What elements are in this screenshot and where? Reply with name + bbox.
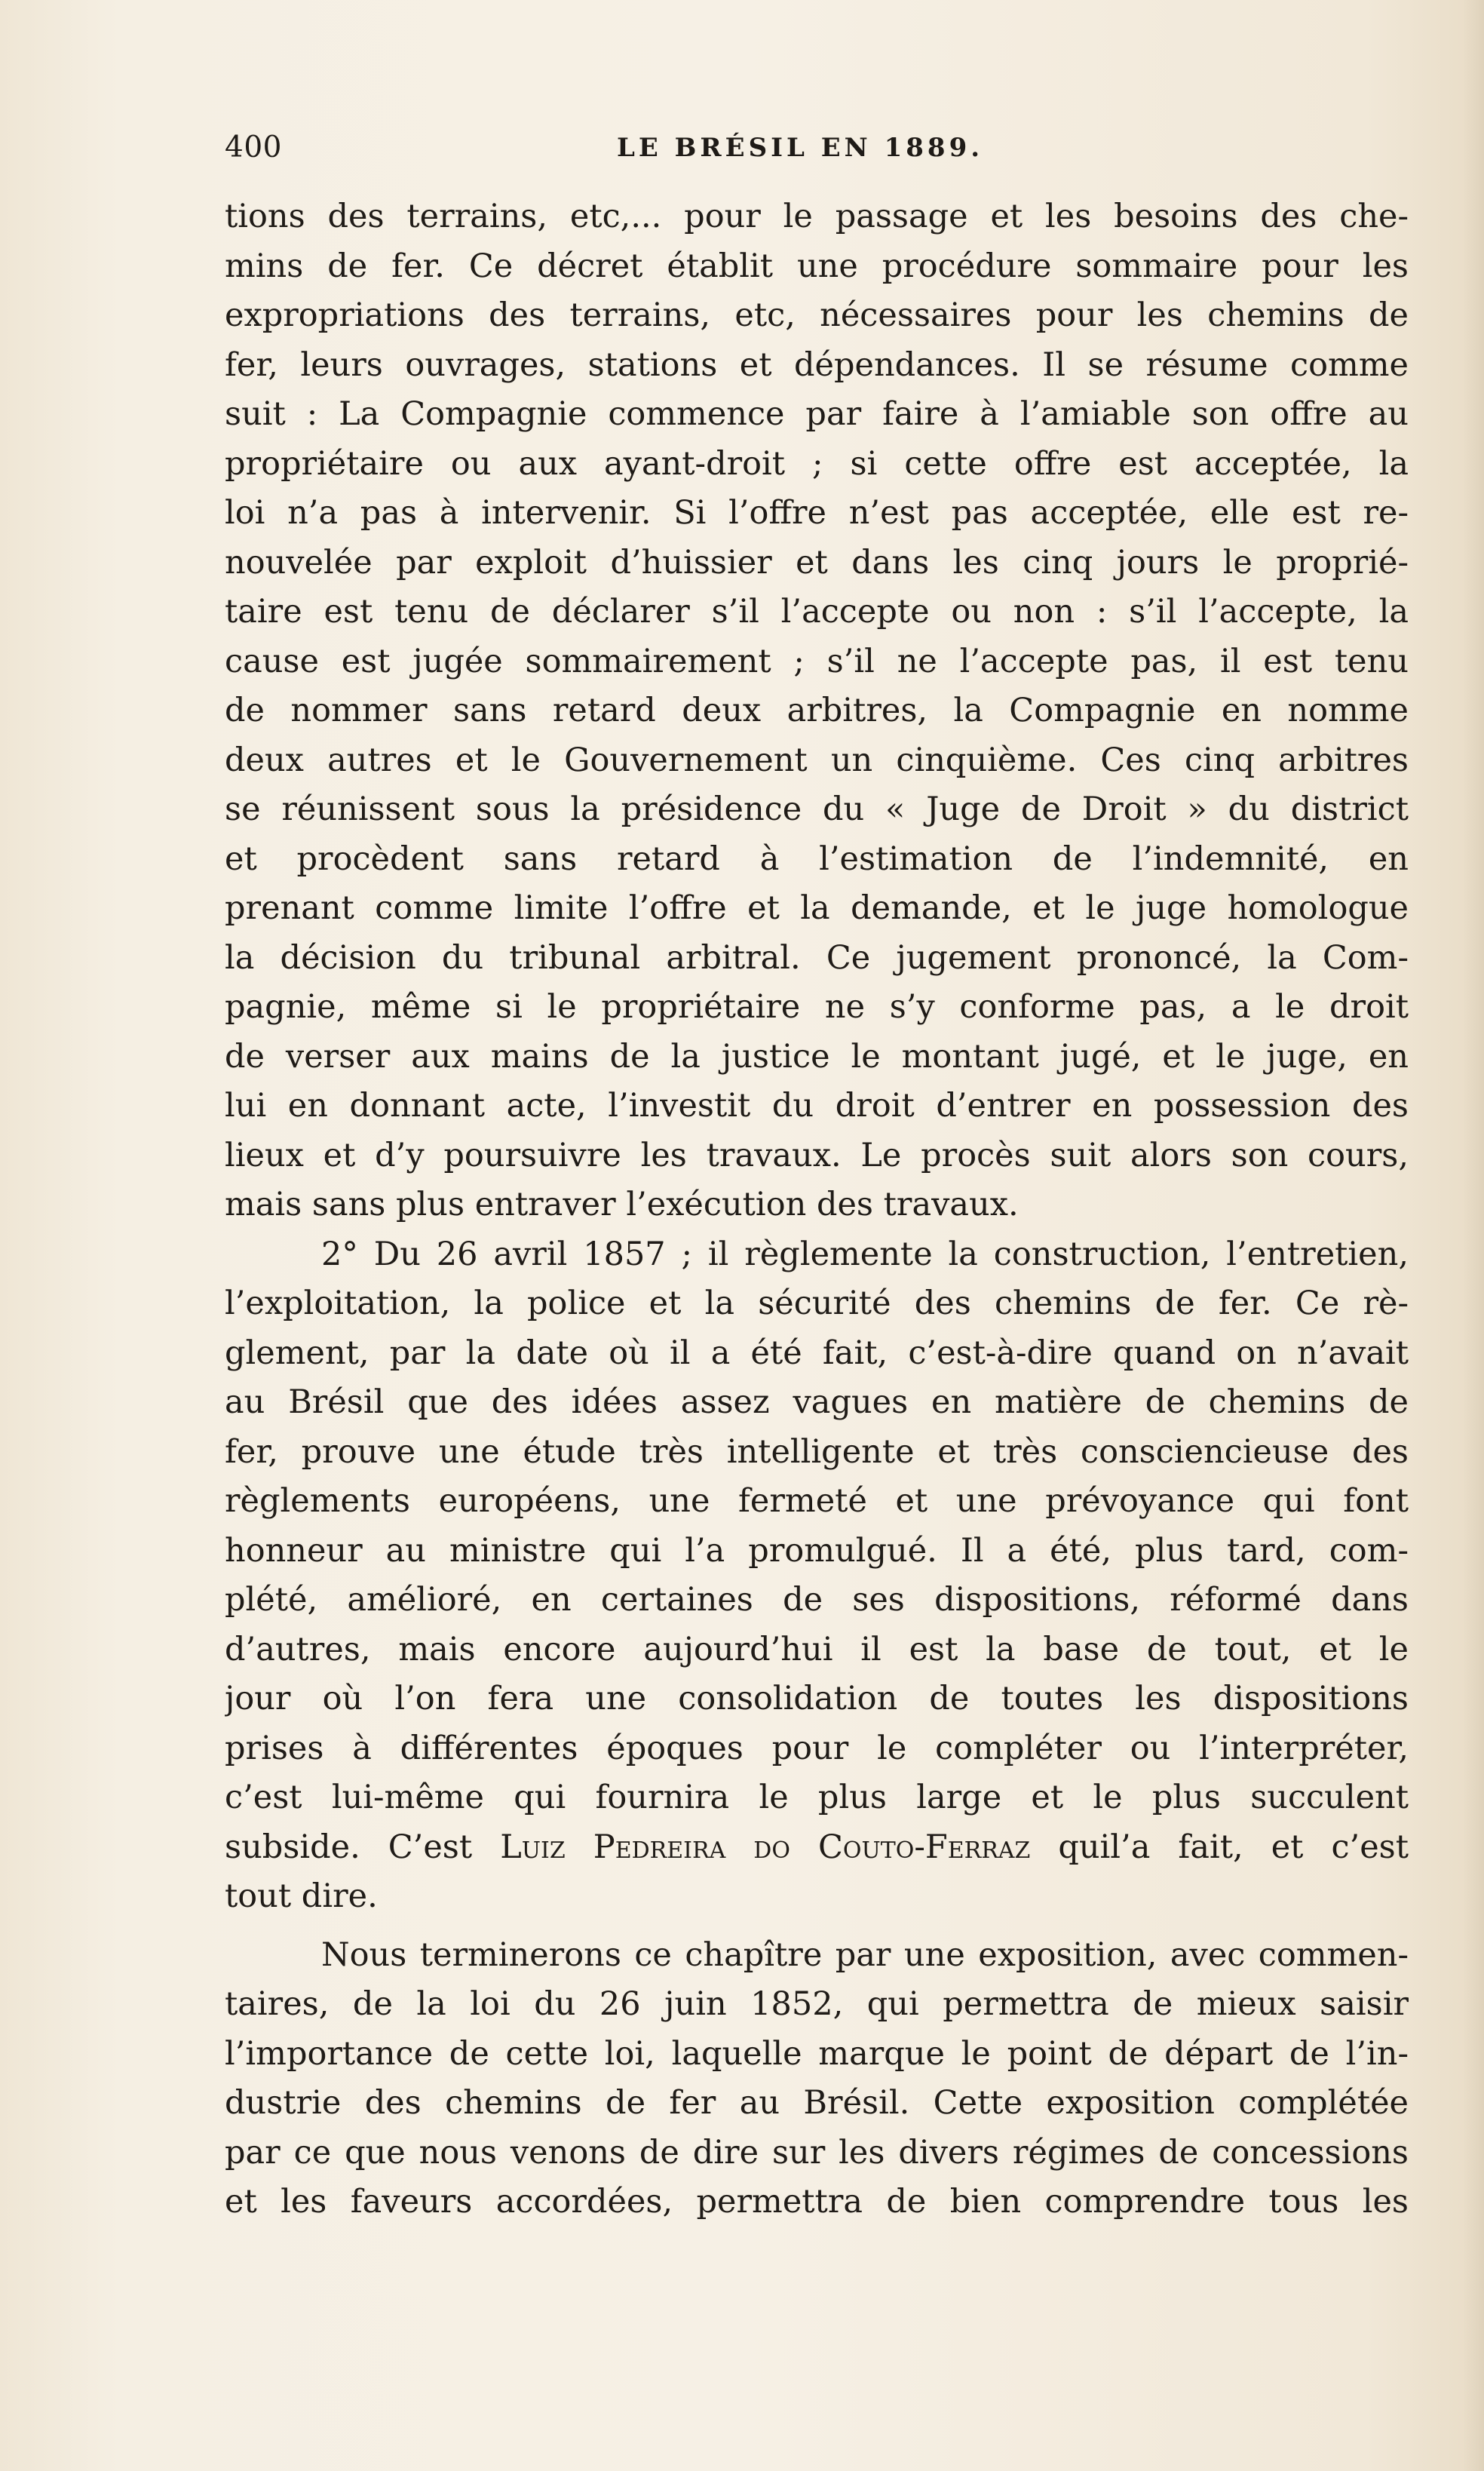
text-line: la décision du tribunal arbitral. Ce jugement prononcé, la Com- <box>225 938 1409 977</box>
text-line: fer, leurs ouvrages, stations et dépendances. Il se résume comme <box>225 345 1409 384</box>
text-line: prenant comme limite l’offre et la demande, et le juge homologue <box>225 889 1409 927</box>
text-line: de verser aux mains de la justice le montant jugé, et le juge, en <box>225 1037 1409 1076</box>
text-line: l’exploitation, la police et la sécurité des chemins de fer. Ce rè- <box>225 1285 1409 1322</box>
text-line: dustrie des chemins de fer au Brésil. Cette exposition complétée <box>225 2084 1409 2122</box>
text-line: se réunissent sous la présidence du « Juge de Droit » du district <box>225 790 1409 828</box>
text-line: par ce que nous venons de dire sur les divers régimes de concessions <box>225 2133 1409 2172</box>
text-line: honneur au ministre qui l’a promulgué. Il a été, plus tard, com- <box>225 1531 1409 1570</box>
text-line: taire est tenu de déclarer s’il l’accepte ou non : s’il l’accepte, la <box>225 593 1409 631</box>
text-line: fer, prouve une étude très intelligente et très consciencieuse des <box>225 1432 1409 1471</box>
text-line: tions des terrains, etc,... pour le passage et les besoins des che- <box>225 198 1409 235</box>
body-text <box>225 192 1409 2227</box>
text-line: mais sans plus entraver l’exécution des travaux. <box>225 1186 1019 1223</box>
text-line: Nous terminerons ce chapître par une exposition, avec commen- <box>321 1935 1409 1974</box>
text-line: d’autres, mais encore aujourd’hui il est la base de tout, et le <box>225 1630 1409 1668</box>
closing-text-before: subside. C’est <box>225 1828 501 1866</box>
page-number: 400 <box>225 130 282 164</box>
text-line: l’importance de cette loi, laquelle marque le point de départ de l’in- <box>225 2034 1409 2073</box>
text-line: c’est lui-même qui fournira le plus large et le plus succulent <box>225 1779 1409 1816</box>
text-line: de nommer sans retard deux arbitres, la Compagnie en nomme <box>225 692 1409 729</box>
text-line: règlements européens, une fermeté et une prévoyance qui font <box>225 1482 1409 1520</box>
text-line: suit : La Compagnie commence par faire à l’amiable son offre au <box>225 395 1409 433</box>
text-line: tout dire. <box>225 1877 378 1915</box>
text-line: glement, par la date où il a été fait, c’est-à-dire quand on n’avait <box>225 1334 1409 1372</box>
text-line: loi n’a pas à intervenir. Si l’offre n’est pas acceptée, elle est re- <box>225 494 1409 532</box>
text-line: cause est jugée sommairement ; s’il ne l’accepte pas, il est tenu <box>225 642 1409 680</box>
text-line: plété, amélioré, en certaines de ses dispositions, réformé dans <box>225 1581 1409 1619</box>
paragraph-3 <box>225 1931 1409 2227</box>
text-line: lieux et d’y poursuivre les travaux. Le procès suit alors son cours, <box>225 1136 1409 1174</box>
text-line: nouvelée par exploit d’huissier et dans les cinq jours le proprié- <box>225 543 1409 582</box>
text-line: mins de fer. Ce décret établit une procédure sommaire pour les <box>225 247 1409 285</box>
text-line: prises à différentes époques pour le compléter ou l’interpréter, <box>225 1729 1409 1767</box>
text-line: 2° Du 26 avril 1857 ; il règlemente la construction, l’entretien, <box>321 1235 1409 1273</box>
paragraph-2 <box>225 1230 1409 1922</box>
scan-shadow <box>1463 0 1484 2471</box>
text-line-with-author <box>225 1823 1409 1873</box>
author-name: Luiz Pedreira do Couto-Ferraz <box>500 1828 1031 1866</box>
text-line: expropriations des terrains, etc, nécessaires pour les chemins de <box>225 296 1409 334</box>
text-line: propriétaire ou aux ayant-droit ; si cette offre est acceptée, la <box>225 444 1409 483</box>
text-line: pagnie, même si le propriétaire ne s’y conforme pas, a le droit <box>225 988 1409 1026</box>
text-line: et procèdent sans retard à l’estimation de l’indemnité, en <box>225 840 1409 878</box>
page-header <box>225 127 1407 169</box>
text-line: taires, de la loi du 26 juin 1852, qui permettra de mieux saisir <box>225 1985 1409 2023</box>
text-line: et les faveurs accordées, permettra de bien comprendre tous les <box>225 2183 1409 2221</box>
paragraph-gap <box>225 1922 1409 1931</box>
running-title: LE BRÉSIL EN 1889. <box>617 133 984 163</box>
text-line: au Brésil que des idées assez vagues en matière de chemins de <box>225 1383 1409 1421</box>
paragraph-1 <box>225 192 1409 1230</box>
text-line: lui en donnant acte, l’investit du droit d’entrer en possession des <box>225 1087 1409 1125</box>
text-line: jour où l’on fera une consolidation de toutes les dispositions <box>225 1680 1409 1717</box>
text-line: deux autres et le Gouvernement un cinquième. Ces cinq arbitres <box>225 741 1409 779</box>
closing-text-after: quil’a fait, et c’est <box>1030 1828 1409 1866</box>
